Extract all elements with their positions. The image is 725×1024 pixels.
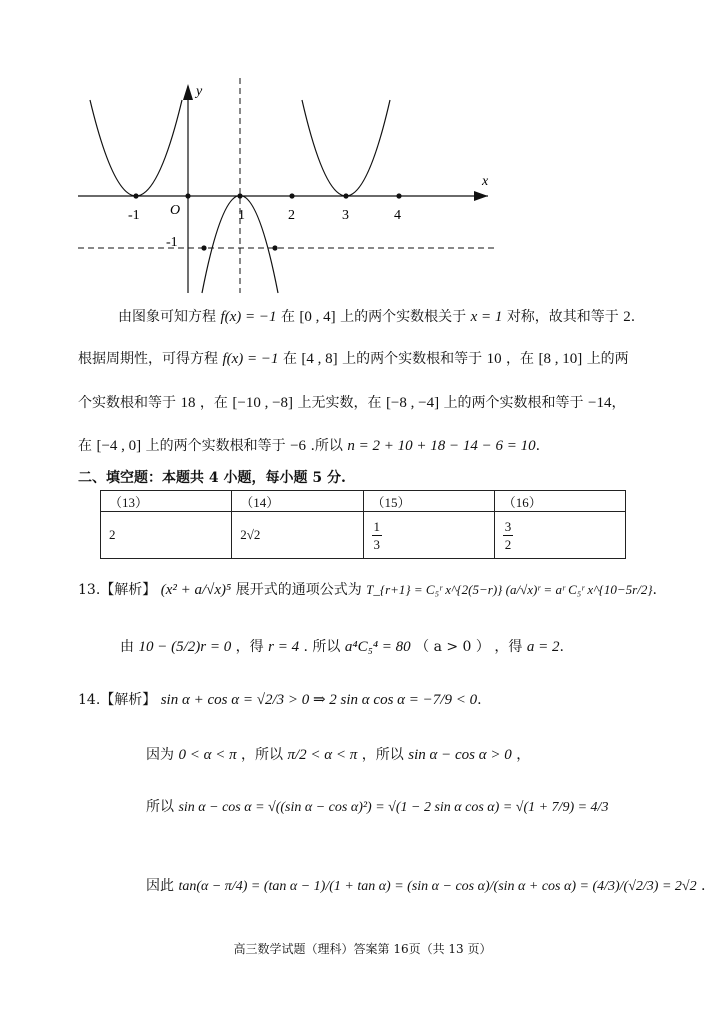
point-3 <box>343 193 348 198</box>
header-14: （14） <box>232 491 363 512</box>
section-title-fill-blank: 二、填空题：本题共 4 小题，每小题 5 分. <box>78 470 346 486</box>
x-tick-1: 1 <box>238 208 245 223</box>
para-2: 根据周期性，可得方程 f(x) = −1 在 [4 , 8] 上的两个实数根和等于 10 ，在 [8 , 10] 上的两 <box>78 351 629 367</box>
x-tick-4: 4 <box>394 208 401 223</box>
y-tick-neg1: -1 <box>166 235 178 250</box>
function-graph <box>70 78 510 298</box>
point-right-intersection <box>272 245 277 250</box>
y-axis-arrow <box>183 84 193 100</box>
point-4 <box>396 193 401 198</box>
point-2 <box>289 193 294 198</box>
point-neg1 <box>133 193 138 198</box>
x-axis-label: x <box>482 174 489 189</box>
answer-table <box>100 490 626 559</box>
header-15: （15） <box>363 491 494 512</box>
origin-label: O <box>170 203 181 218</box>
y-axis-label: y <box>196 84 203 99</box>
para-3: 个实数根和等于 18 ，在 [−10 , −8] 上无实数，在 [−8 , −4] 上的两个实数根和等于 −14， <box>78 395 626 411</box>
answer-15: $\frac{1}{3}$ <box>363 512 494 559</box>
answer-14: 2√2 <box>232 512 363 559</box>
answer-table-header <box>101 491 626 512</box>
answer-table-values <box>101 512 626 559</box>
parabola-right <box>302 100 390 196</box>
q13-line-2: 由 10 − (5/2)r = 0 ，得 r = 4 . 所以 a⁴C₅⁴ = 80 （ a > 0 ） ，得 a = 2. <box>120 639 564 655</box>
x-tick-2: 2 <box>288 208 295 223</box>
q14-line-4: 因此 tan(α − π/4) = (tan α − 1)/(1 + tan α) = (sin α − cos α)/(sin α + cos α) = (4/3)/(√2/3) = 2√2 . <box>146 878 706 894</box>
x-tick-neg1: -1 <box>128 208 140 223</box>
para-1: 由图象可知方程 f(x) = −1 在 [0 , 4] 上的两个实数根关于 x = 1 对称，故其和等于 2. <box>118 309 636 325</box>
answer-16: $\frac{3}{2}$ <box>494 512 625 559</box>
point-left-intersection <box>201 245 206 250</box>
q14-line-2: 因为 0 < α < π ，所以 π/2 < α < π ，所以 sin α − cos α > 0 ， <box>146 747 531 763</box>
point-origin <box>185 193 190 198</box>
header-13: （13） <box>101 491 232 512</box>
x-axis-arrow <box>474 191 488 201</box>
q14-line-1: 14.【解析】 sin α + cos α = √2/3 > 0 ⇒ 2 sin α cos α = −7/9 < 0. <box>78 692 482 708</box>
para-4: 在 [−4 , 0] 上的两个实数根和等于 −6 .所以 n = 2 + 10 + 18 − 14 − 6 = 10. <box>78 438 541 454</box>
q13-line-1: 13.【解析】 (x² + a/√x)⁵ 展开式的通项公式为 T_{r+1} = C₅ʳ x^{2(5−r)} (a/√x)ʳ = aʳ C₅ʳ x^{10−5r/2}. <box>78 582 657 598</box>
parabola-left <box>90 100 182 196</box>
page-footer: 高三数学试题（理科）答案第 16页（共 13 页） <box>233 942 492 956</box>
header-16: （16） <box>494 491 625 512</box>
x-tick-3: 3 <box>342 208 349 223</box>
point-1 <box>237 193 242 198</box>
q14-line-3: 所以 sin α − cos α = √((sin α − cos α)²) = √(1 − 2 sin α cos α) = √(1 + 7/9) = 4/3 <box>146 799 609 815</box>
answer-13: 2 <box>101 512 232 559</box>
